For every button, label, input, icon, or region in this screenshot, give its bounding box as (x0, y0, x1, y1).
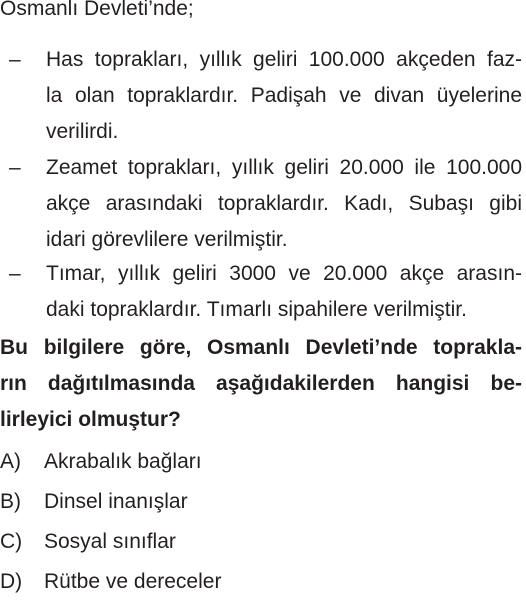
option-letter: D) (0, 570, 23, 593)
bullet-line: Has toprakları, yıllık geliri 100.000 akçeden faz- (46, 48, 522, 71)
option-text: Akrabalık bağları (44, 450, 202, 473)
bullet-line: idari görevlilere verilmiştir. (46, 228, 288, 251)
option-text: Dinsel inanışlar (44, 490, 188, 513)
option-text: Rütbe ve dereceler (44, 570, 222, 593)
bullet-line: akçe arasındaki topraklardır. Kadı, Subaşı gibi (46, 192, 522, 215)
bullet-text (46, 42, 522, 150)
dash-marker: – (9, 262, 21, 285)
option-d[interactable] (0, 564, 221, 600)
option-letter: A) (0, 450, 21, 473)
bullet-line: verilirdi. (46, 120, 119, 143)
question-line: Bu bilgilere göre, Osmanlı Devleti’nde toprakla- (0, 336, 522, 359)
question-line: lirleyici olmuştur? (0, 408, 181, 431)
bullet-line: Zeamet toprakları, yıllık geliri 20.000 ile 100.000 (46, 156, 522, 179)
dash-marker: – (9, 156, 21, 179)
bullet-line: la olan topraklardır. Padişah ve divan üyelerine (46, 84, 522, 107)
bullet-line: daki topraklardır. Tımarlı sipahilere verilmiştir. (46, 298, 467, 321)
option-text: Sosyal sınıflar (44, 530, 176, 553)
bullet-text (46, 256, 522, 328)
option-a[interactable] (0, 444, 202, 480)
option-c[interactable] (0, 524, 176, 560)
dash-marker: – (9, 48, 21, 71)
option-letter: B) (0, 490, 21, 513)
bullet-text (46, 150, 522, 258)
option-letter: C) (0, 530, 23, 553)
intro-text: Osmanlı Devleti’nde; (0, 0, 194, 20)
option-b[interactable] (0, 484, 188, 520)
bullet-line: Tımar, yıllık geliri 3000 ve 20.000 akçe arasın- (46, 262, 522, 285)
question-stem (0, 330, 522, 438)
question-line: rın dağıtılmasında aşağıdakilerden hangisi be- (0, 372, 522, 395)
